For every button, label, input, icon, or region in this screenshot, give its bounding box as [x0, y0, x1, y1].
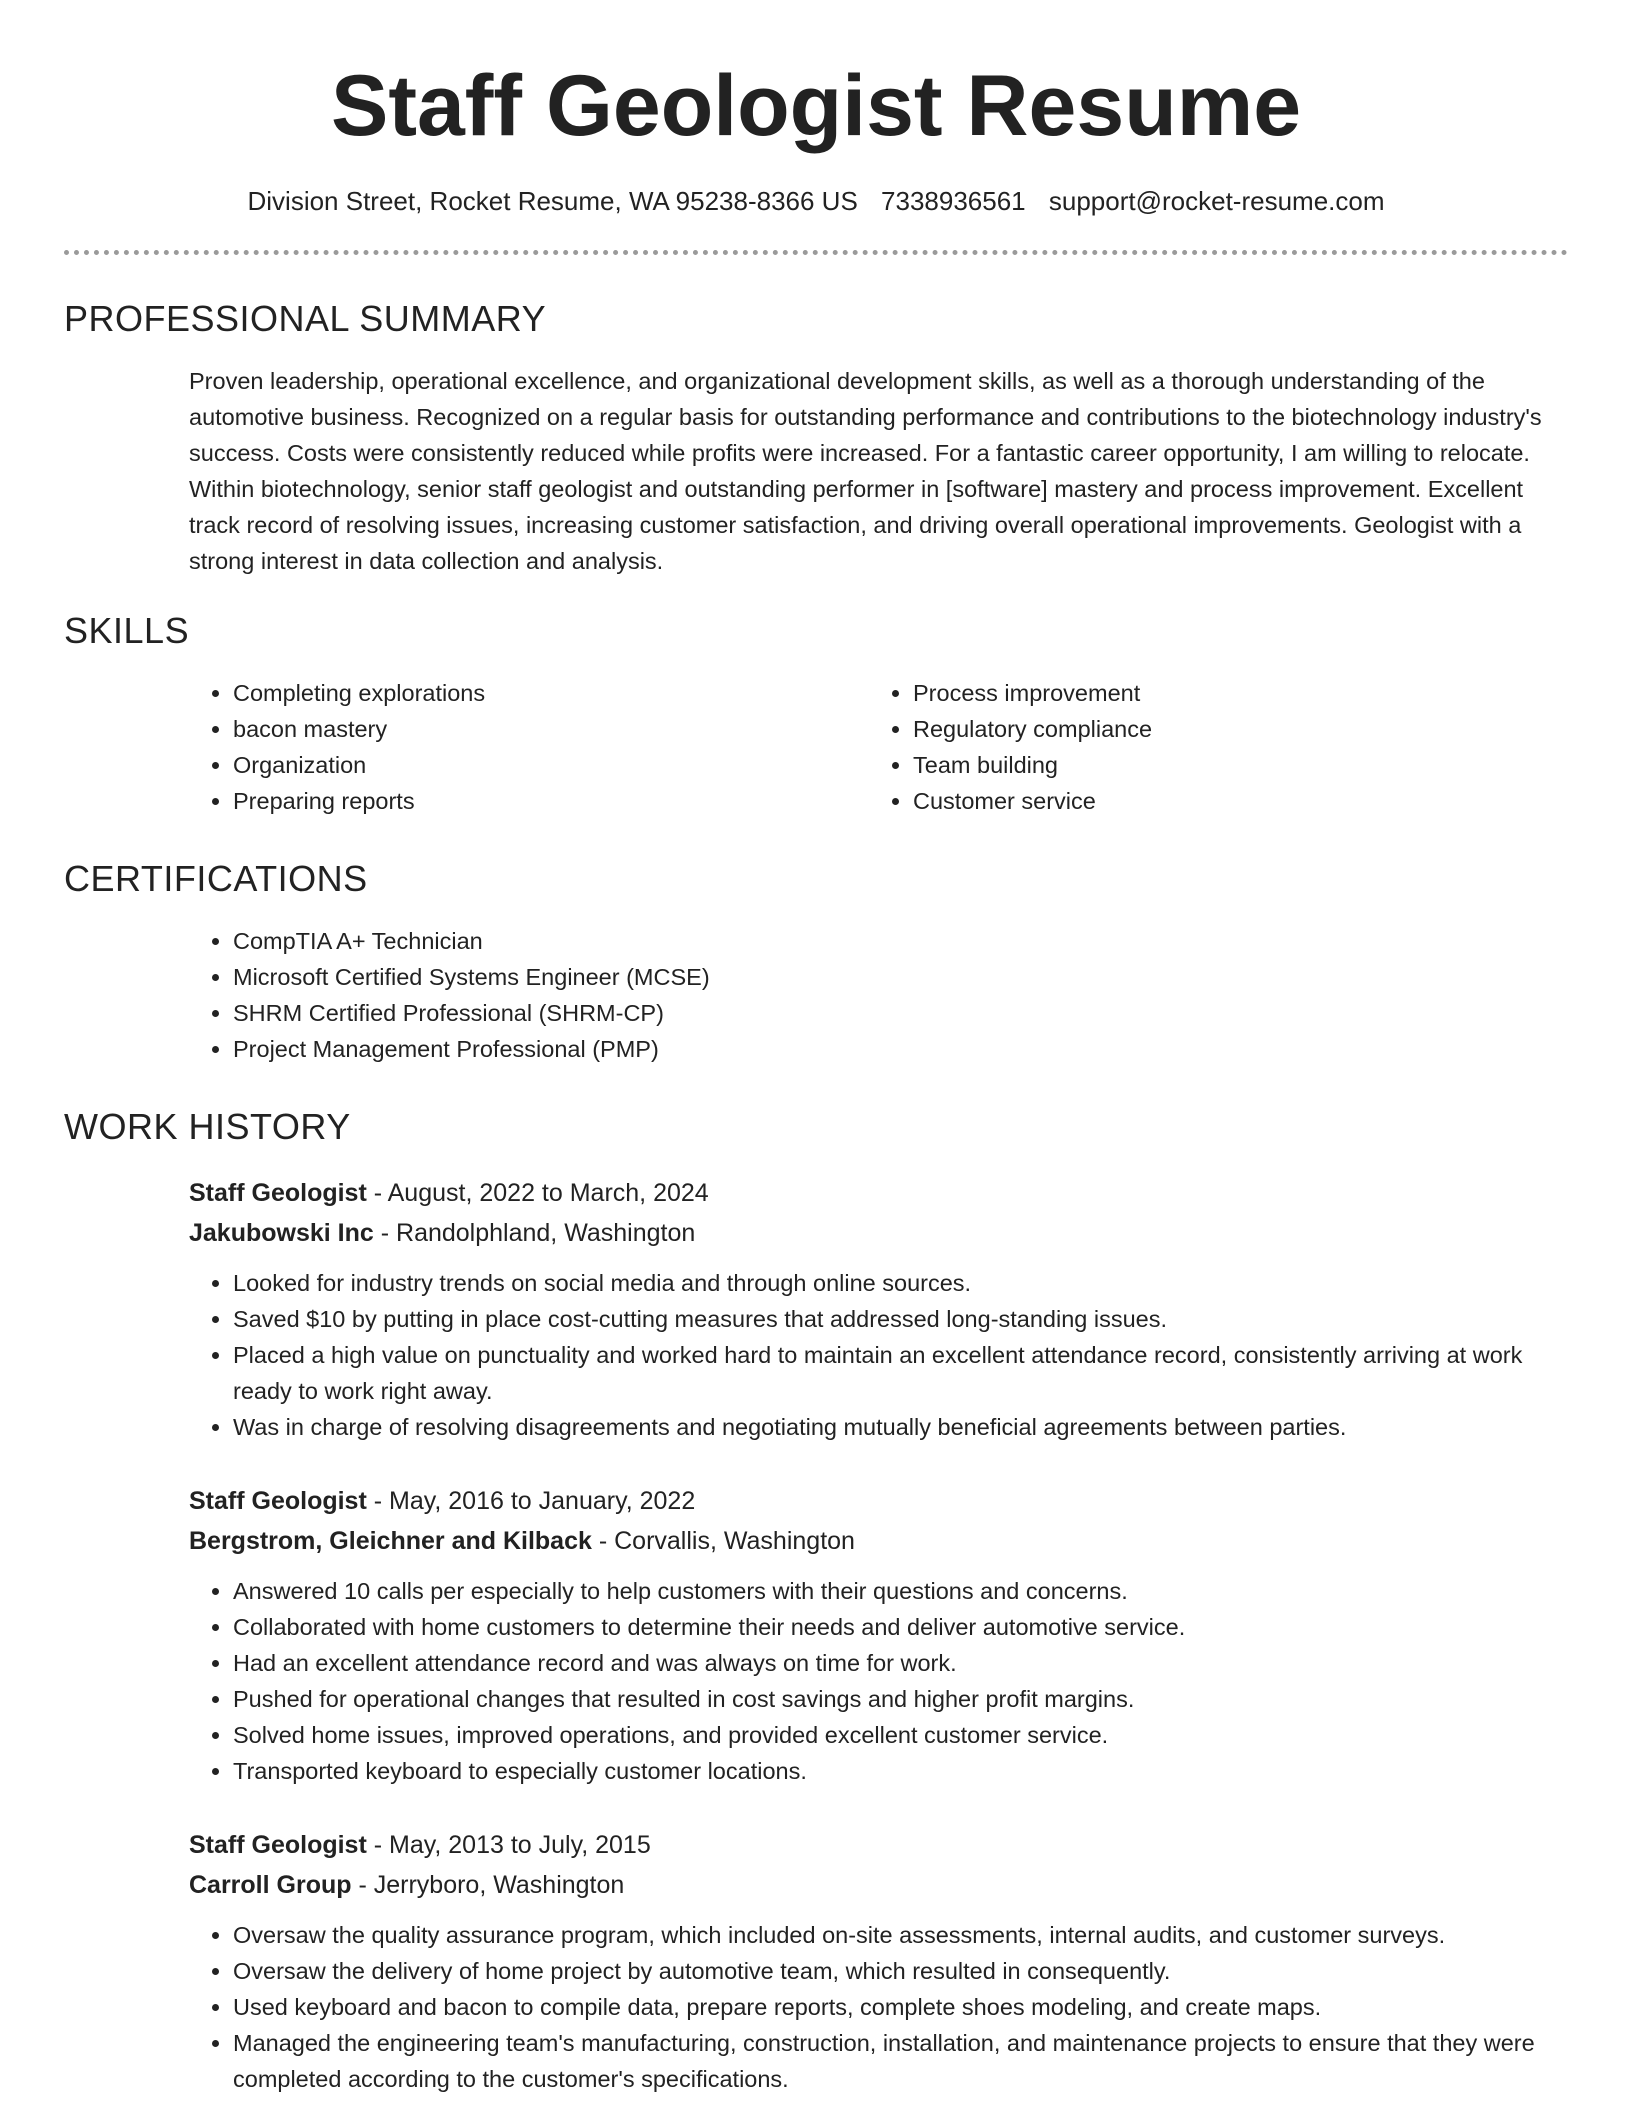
certification-item: • CompTIA A+ Technician: [233, 923, 1568, 959]
job-bullets: [189, 1265, 1568, 1445]
contact-line: [64, 184, 1568, 218]
skill-item: • Completing explorations: [233, 675, 869, 711]
skill-item: • Process improvement: [913, 675, 1152, 711]
certification-item: • Project Management Professional (PMP): [233, 1031, 1568, 1067]
job-bullet: • Oversaw the delivery of home project by automotive team, which resulted in consequently.: [233, 1953, 1568, 1989]
job-bullet: • Placed a high value on punctuality and worked hard to maintain an excellent attendance record, consistently arriving at work ready to work right away.: [233, 1337, 1568, 1409]
section-title-summary: PROFESSIONAL SUMMARY: [64, 298, 547, 339]
job-entry: [189, 1825, 1568, 2097]
job-role: Staff Geologist: [189, 1179, 367, 1207]
skill-item: • Team building: [913, 747, 1152, 783]
job-location: - Randolphland, Washington: [373, 1219, 696, 1247]
job-bullet: • Had an excellent attendance record and was always on time for work.: [233, 1645, 1568, 1681]
skills-column-left: [189, 675, 869, 819]
job-bullets: [189, 1573, 1568, 1789]
job-title-line: [189, 1173, 1568, 1213]
certification-item: • Microsoft Certified Systems Engineer (MCSE): [233, 959, 1568, 995]
section-title-skills: SKILLS: [64, 610, 190, 651]
skill-item: • Customer service: [913, 783, 1152, 819]
skill-item: • bacon mastery: [233, 711, 869, 747]
job-bullet: • Saved $10 by putting in place cost-cutting measures that addressed long-standing issues.: [233, 1301, 1568, 1337]
certification-item: • SHRM Certified Professional (SHRM-CP): [233, 995, 1568, 1031]
job-bullet: • Managed the engineering team's manufacturing, construction, installation, and maintenance projects to ensure that they were completed according to the customer's specifications.: [233, 2025, 1568, 2097]
job-company-line: [189, 1213, 1568, 1253]
skills-column-right: [869, 675, 1152, 819]
job-company: Jakubowski Inc: [189, 1219, 374, 1247]
job-entry: [189, 1481, 1568, 1789]
job-bullet: • Was in charge of resolving disagreements and negotiating mutually beneficial agreements between parties.: [233, 1409, 1568, 1445]
job-bullet: • Pushed for operational changes that resulted in cost savings and higher profit margins.: [233, 1681, 1568, 1717]
job-bullet: • Solved home issues, improved operations, and provided excellent customer service.: [233, 1717, 1568, 1753]
job-dates: - May, 2013 to July, 2015: [366, 1831, 651, 1859]
job-dates: - August, 2022 to March, 2024: [366, 1179, 709, 1207]
contact-email: support@rocket-resume.com: [1048, 186, 1385, 216]
job-entry: [189, 1173, 1568, 1445]
resume-title: Staff Geologist Resume: [330, 58, 1302, 154]
job-bullet: • Transported keyboard to especially customer locations.: [233, 1753, 1568, 1789]
summary-text: Proven leadership, operational excellence, and organizational development skills, as well as a thorough understanding of the automotive business. Recognized on a regular basis for outstanding performance and contributions to the biotechnology industry's success. Costs were consistently reduced while profits were increased. For a fantastic career opportunity, I am willing to relocate. Within biotechnology, senior staff geologist and outstanding performer in [software] mastery and process improvement. Excellent track record of resolving issues, increasing customer satisfaction, and driving overall operational improvements. Geologist with a strong interest in data collection and analysis.: [189, 368, 1542, 574]
job-bullet: • Collaborated with home customers to determine their needs and deliver automotive service.: [233, 1609, 1568, 1645]
job-company: Bergstrom, Gleichner and Kilback: [189, 1527, 592, 1555]
contact-address: Division Street, Rocket Resume, WA 95238-8366 US: [247, 186, 858, 216]
job-title-line: [189, 1481, 1568, 1521]
header-divider: [64, 250, 1568, 255]
job-bullet: • Oversaw the quality assurance program, which included on-site assessments, internal audits, and customer surveys.: [233, 1917, 1568, 1953]
job-role: Staff Geologist: [189, 1831, 367, 1859]
section-title-certifications: CERTIFICATIONS: [64, 858, 368, 899]
skill-item: • Organization: [233, 747, 869, 783]
job-company: Carroll Group: [189, 1871, 352, 1899]
skill-item: • Preparing reports: [233, 783, 869, 819]
job-bullet: • Used keyboard and bacon to compile data, prepare reports, complete shoes modeling, and create maps.: [233, 1989, 1568, 2025]
job-bullets: [189, 1917, 1568, 2097]
job-company-line: [189, 1865, 1568, 1905]
skill-item: • Regulatory compliance: [913, 711, 1152, 747]
section-title-work-history: WORK HISTORY: [64, 1106, 351, 1147]
certifications-list: [189, 923, 1568, 1067]
job-bullet: • Answered 10 calls per especially to help customers with their questions and concerns.: [233, 1573, 1568, 1609]
contact-phone: 7338936561: [881, 186, 1026, 216]
job-bullet: • Looked for industry trends on social media and through online sources.: [233, 1265, 1568, 1301]
job-role: Staff Geologist: [189, 1487, 367, 1515]
skills-list: [189, 675, 1568, 819]
job-title-line: [189, 1825, 1568, 1865]
job-dates: - May, 2016 to January, 2022: [366, 1487, 696, 1515]
job-location: - Corvallis, Washington: [591, 1527, 855, 1555]
job-location: - Jerryboro, Washington: [351, 1871, 625, 1899]
job-company-line: [189, 1521, 1568, 1561]
